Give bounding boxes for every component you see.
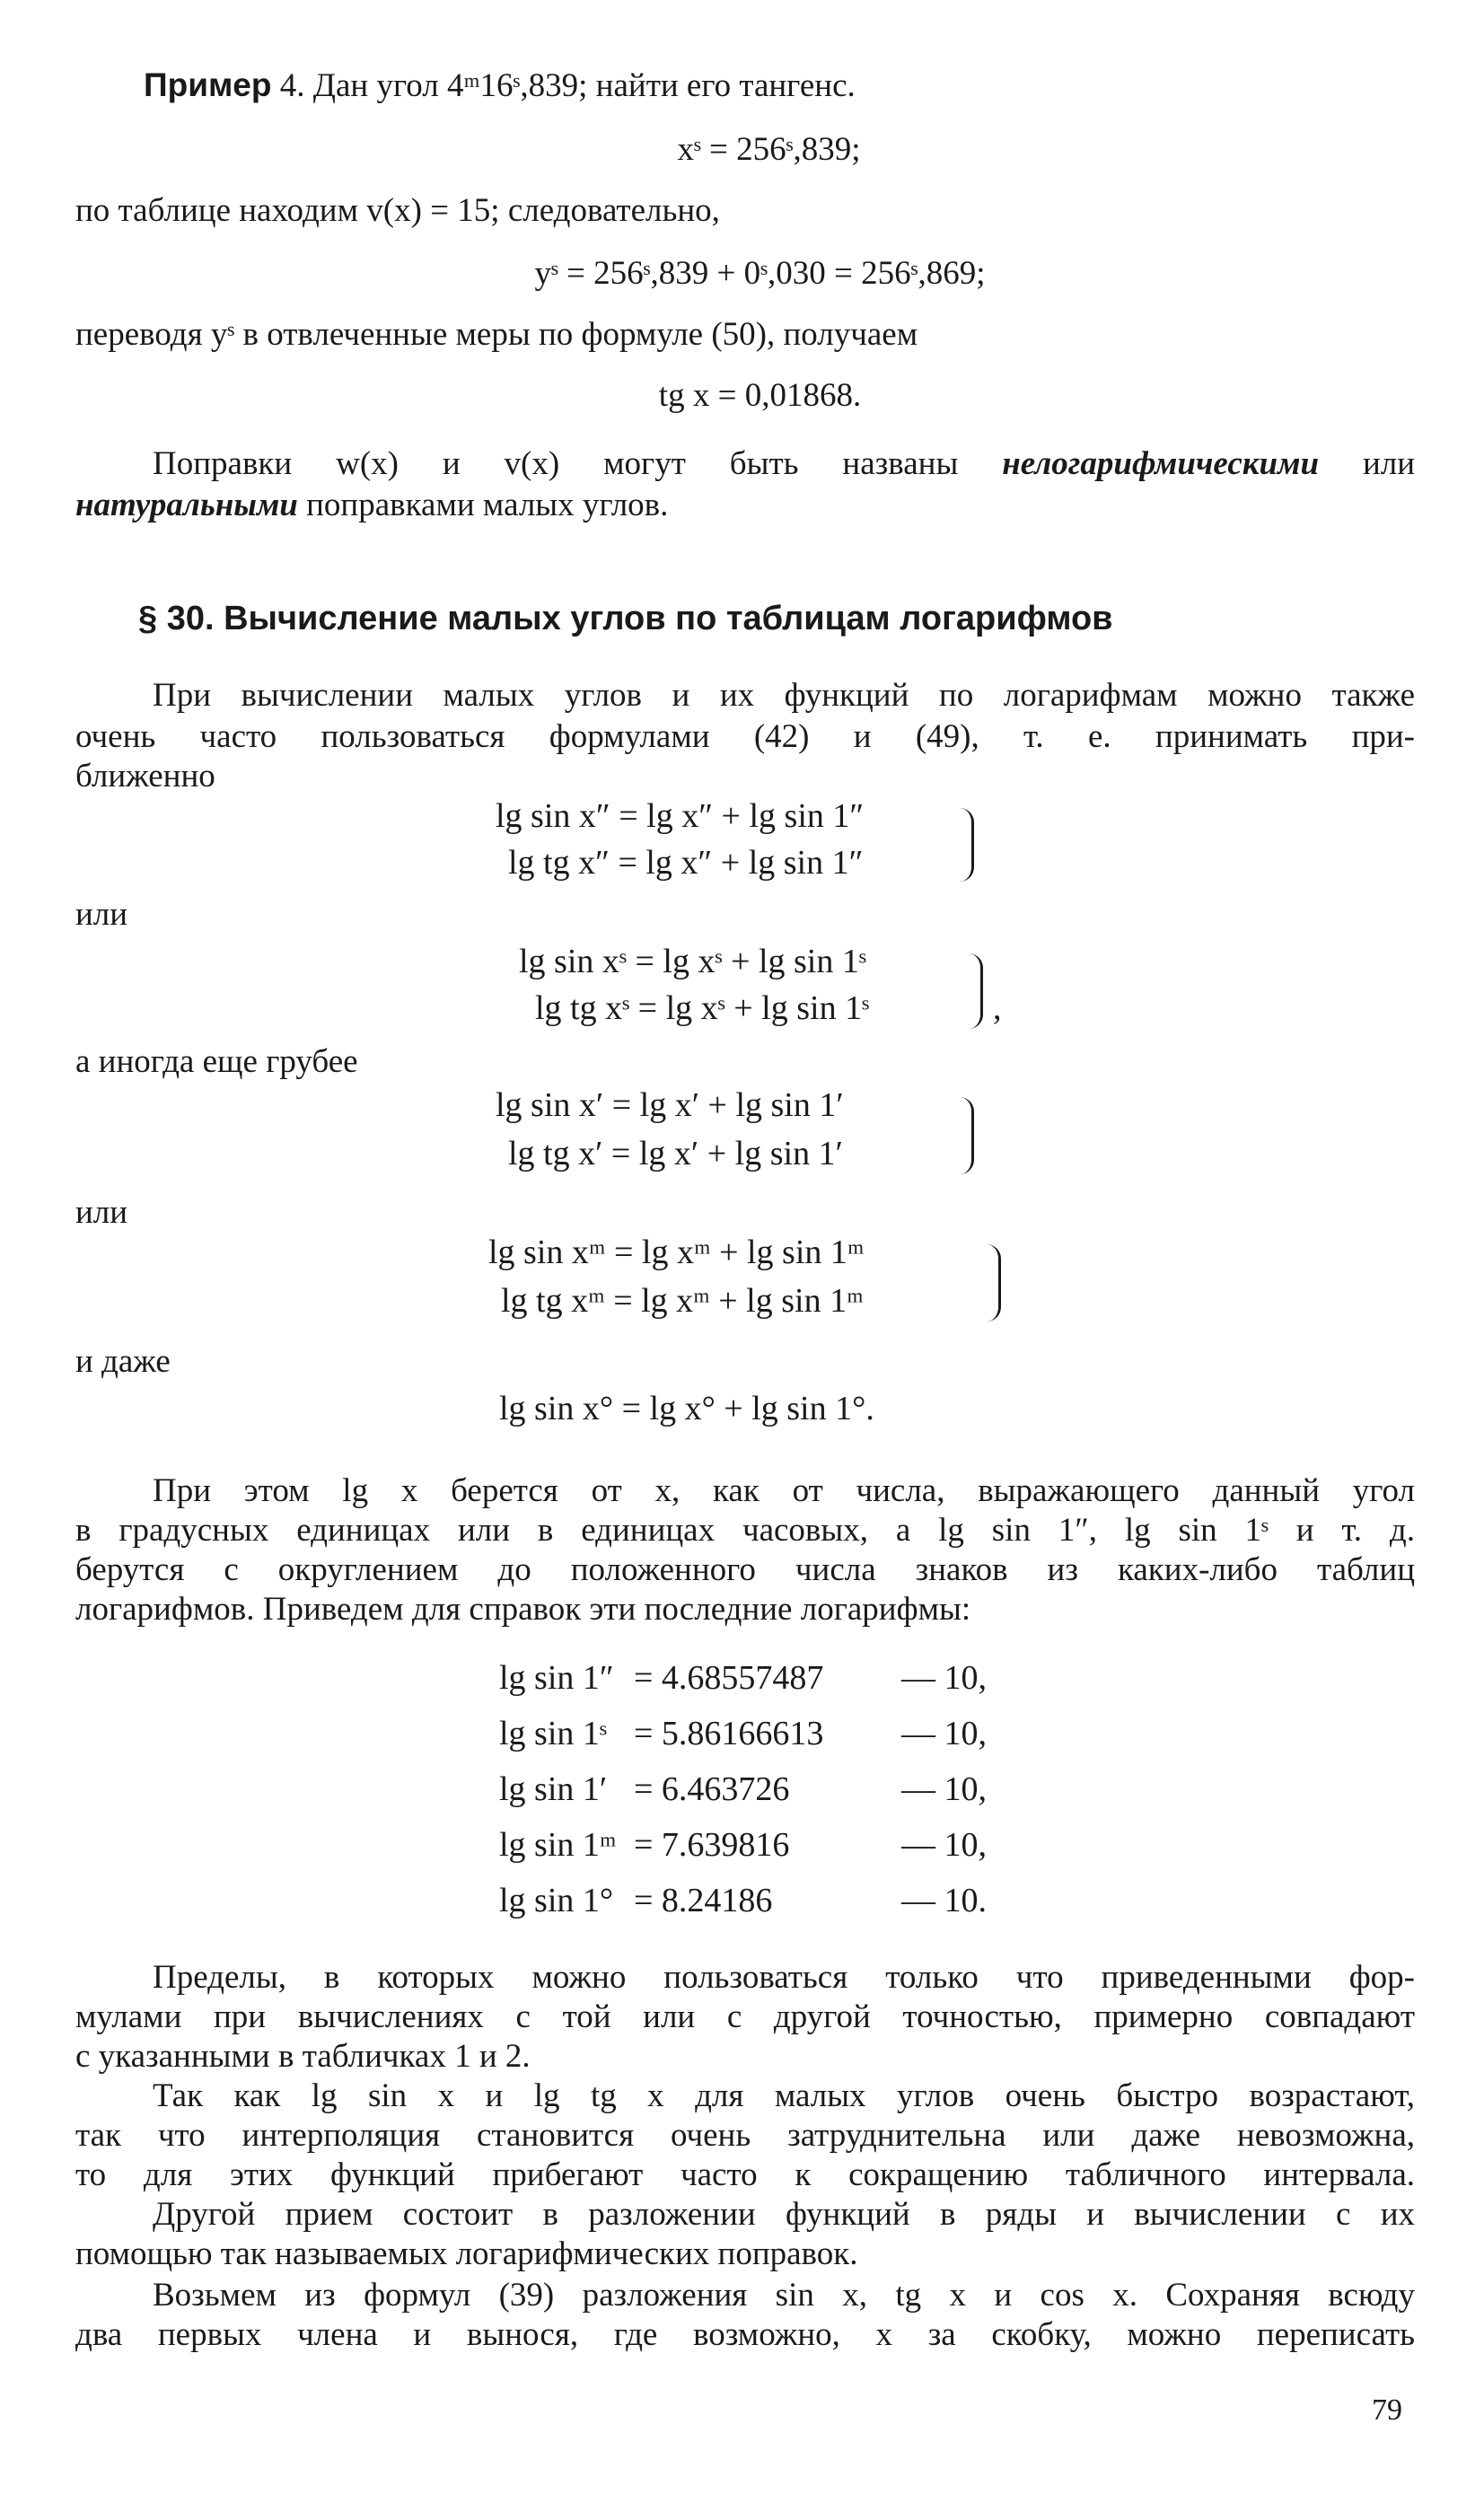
log-table-offset: — 10, (901, 1715, 987, 1752)
remark-part3: поправками малых углов. (306, 487, 669, 523)
formula-tg-time-seconds: lg tg xˢ = lg xˢ + lg sin 1ˢ (535, 989, 870, 1027)
log-table-value: = 5.86166613 (634, 1715, 824, 1752)
body-line: мулами при вычислениях с той или с другой точностью, примерно совпадают (75, 1998, 1415, 2035)
brace (966, 953, 983, 1029)
body-line: Пределы, в которых можно пользоваться только что приведенными фор- (153, 1959, 1415, 1996)
text-or: или (75, 896, 128, 933)
example-label: Пример (144, 66, 272, 103)
log-table-row (499, 1761, 987, 1817)
remark-part2: или (1362, 445, 1416, 482)
log-table-row (499, 1873, 987, 1928)
brace (957, 1097, 974, 1174)
body-line: При этом lg x берется от x, как от числа, выражающего данный угол (153, 1472, 1415, 1509)
text-line: переводя yˢ в отвлеченные меры по формуле (50), получаем (75, 316, 918, 353)
log-table-offset: — 10, (901, 1659, 987, 1697)
formula-tg-seconds: lg tg x″ = lg x″ + lg sin 1″ (508, 844, 864, 882)
text-line: по таблице находим v(x) = 15; следовательно, (75, 192, 720, 229)
formula-sin-degrees: lg sin x° = lg x° + lg sin 1°. (499, 1390, 874, 1427)
body-line: берутся с округлением до положенного числа знаков из каких-либо таблиц (75, 1551, 1415, 1588)
log-table-value: = 7.639816 (634, 1826, 790, 1864)
log-table-arg: lg sin 1ˢ (499, 1715, 607, 1752)
formula-sin-time-minutes: lg sin xᵐ = lg xᵐ + lg sin 1ᵐ (488, 1234, 865, 1271)
remark-line-1 (153, 443, 1415, 485)
log-table-row (499, 1706, 987, 1761)
body-line: помощью так называемых логарифмических поправок. (75, 2235, 858, 2272)
text-even: и даже (75, 1343, 171, 1380)
formula-tg-time-minutes: lg tg xᵐ = lg xᵐ + lg sin 1ᵐ (501, 1282, 864, 1320)
remark-emphasis-2: натуральными (75, 487, 298, 523)
example-line (144, 65, 856, 107)
formula-sin-minutes: lg sin x′ = lg x′ + lg sin 1′ (496, 1086, 844, 1124)
formula-tg-minutes: lg tg x′ = lg x′ + lg sin 1′ (508, 1135, 843, 1172)
log-table-offset: — 10, (901, 1826, 987, 1864)
log-table-arg: lg sin 1ᵐ (499, 1826, 617, 1864)
equation-tg: tg x = 0,01868. (658, 377, 862, 414)
intro-line: При вычислении малых углов и их функций по логарифмам можно также (153, 677, 1415, 714)
equation-y: yˢ = 256ˢ,839 + 0ˢ,030 = 256ˢ,869; (534, 255, 986, 292)
body-line: с указанными в табличках 1 и 2. (75, 2038, 531, 2075)
log-table (499, 1650, 987, 1928)
body-line: Возьмем из формул (39) разложения sin x, tg x и cos x. Сохраняя всюду (153, 2277, 1415, 2314)
formula-sin-seconds: lg sin x″ = lg x″ + lg sin 1″ (496, 797, 865, 835)
body-line: два первых члена и вынося, где возможно, x за скобку, можно переписать (75, 2316, 1415, 2353)
formula-sin-time-seconds: lg sin xˢ = lg xˢ + lg sin 1ˢ (519, 943, 866, 980)
log-table-row (499, 1817, 987, 1873)
body-line: логарифмов. Приведем для справок эти последние логарифмы: (75, 1591, 971, 1628)
log-table-value: = 6.463726 (634, 1770, 790, 1808)
text-rough: а иногда еще грубее (75, 1043, 358, 1080)
body-line: в градусных единицах или в единицах часовых, а lg sin 1″, lg sin 1ˢ и т. д. (75, 1512, 1415, 1549)
log-table-offset: — 10. (901, 1882, 987, 1919)
log-table-offset: — 10, (901, 1770, 987, 1808)
example-text: 4. Дан угол 4ᵐ16ˢ,839; найти его тангенс. (279, 67, 856, 104)
section-heading: § 30. Вычисление малых углов по таблицам логарифмов (138, 600, 1113, 637)
log-table-row (499, 1650, 987, 1706)
remark-part1: Поправки w(x) и v(x) могут быть названы (153, 445, 959, 482)
text-or: или (75, 1194, 128, 1231)
brace (984, 1244, 1001, 1322)
page-number: 79 (1372, 2393, 1402, 2427)
body-line: то для этих функций прибегают часто к сокращению табличного интервала. (75, 2156, 1415, 2193)
comma: , (993, 989, 1002, 1027)
log-table-arg: lg sin 1″ (499, 1659, 614, 1697)
body-line: Так как lg sin x и lg tg x для малых углов очень быстро возрастают, (153, 2077, 1415, 2114)
body-line: Другой прием состоит в разложении функций в ряды и вычислении с их (153, 2196, 1415, 2233)
brace (957, 808, 974, 882)
intro-line: очень часто пользоваться формулами (42) и (49), т. е. принимать при- (75, 718, 1415, 755)
log-table-arg: lg sin 1° (499, 1882, 614, 1919)
log-table-value: = 4.68557487 (634, 1659, 824, 1697)
remark-line-2 (75, 485, 668, 526)
log-table-value: = 8.24186 (634, 1882, 773, 1919)
equation-x: xˢ = 256ˢ,839; (677, 131, 861, 168)
intro-line: ближенно (75, 758, 215, 795)
body-line: так что интерполяция становится очень затруднительна или даже невозможна, (75, 2117, 1415, 2154)
remark-emphasis-1: нелогарифмическими (1002, 445, 1320, 482)
log-table-arg: lg sin 1′ (499, 1770, 608, 1808)
